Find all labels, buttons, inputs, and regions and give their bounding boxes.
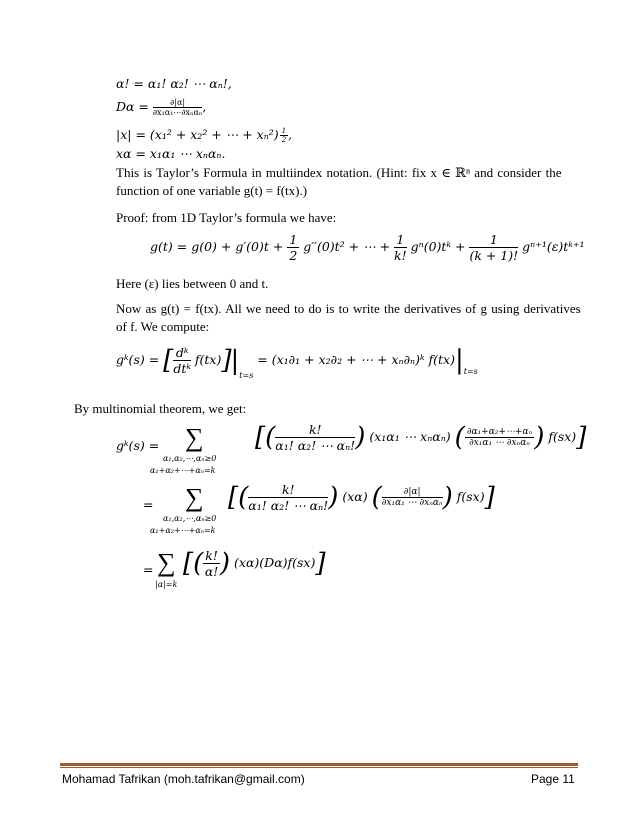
m2-paren-close2-icon: ) <box>442 482 453 513</box>
m3-sub: |α|=k <box>155 580 178 589</box>
m1-xpow: (x₁α₁ ⋯ xₙαₙ) <box>369 429 451 444</box>
sum-icon: ∑ <box>185 423 204 452</box>
m1-paren-close2-icon: ) <box>534 422 545 453</box>
gk-lhs: gᵏ(s) = <box>116 352 160 367</box>
abs-x-def: |x| = (x₁² + x₂² + ⋯ + xₙ²) $\frac{1}{2}$ , <box>116 127 293 144</box>
evaluation-bar-icon: | <box>230 345 240 376</box>
abs-x-exp-den: 2 <box>281 136 287 144</box>
m1-paren-open-icon: ( <box>454 422 465 453</box>
m3-frac-den: α! <box>204 564 219 579</box>
m1-sub2: α₁+α₂+⋯+αₙ=k <box>150 466 216 475</box>
taylor-hint-line2: function of one variable g(t) = f(tx).) <box>116 183 308 198</box>
m2-f: f(sx) <box>456 489 485 504</box>
taylor-frac1-num: 1 <box>289 232 298 247</box>
here-text: Here (ε) lies between 0 and t. <box>116 276 269 291</box>
d-alpha-num: ∂|α| <box>153 98 202 108</box>
m1-right-bracket-icon: ] <box>576 422 587 453</box>
m1-left-bracket-icon: [( <box>255 422 276 453</box>
d-alpha-lhs: Dα = <box>116 99 149 114</box>
footer-rule-thin <box>60 767 578 768</box>
taylor-mid: g′′(0)t² + ⋯ + <box>303 239 391 254</box>
m3-right-bracket-icon: ] <box>315 548 326 579</box>
right-bracket-icon: ] <box>221 345 232 376</box>
m1-dden: ∂x₁α₁ ⋯ ∂xₙαₙ <box>469 438 530 448</box>
sum-icon-2: ∑ <box>185 483 204 512</box>
m2-sub2: α₁+α₂+⋯+αₙ=k <box>150 526 216 535</box>
nowas-line1: Now as g(t) = f(tx). All we need to do is to write the derivatives of g using derivatives <box>116 301 581 316</box>
nowas-line2: of f. We compute: <box>116 319 210 334</box>
m2-dnum: ∂|α| <box>382 487 443 498</box>
taylor-mid2: gⁿ(0)tᵏ + <box>410 239 466 254</box>
footer-author: Mohamad Tafrikan (moh.tafrikan@gmail.com) <box>62 772 305 786</box>
evaluation-bar-icon-2: | <box>454 345 464 376</box>
taylor-frac3-den: (k + 1)! <box>469 248 519 263</box>
m2-frac-num: k! <box>248 482 328 498</box>
m2-paren-open-icon: ( <box>371 482 382 513</box>
gk-frac-num: dᵏ <box>173 345 191 361</box>
taylor-frac1-den: 2 <box>289 248 298 263</box>
gk-frac-den: dtᵏ <box>173 361 191 376</box>
m2-left-bracket-icon: [( <box>228 482 249 513</box>
gk-rhs: = (x₁∂₁ + x₂∂₂ + ⋯ + xₙ∂ₙ)ᵏ f(tx) <box>257 352 455 367</box>
taylor-end: gⁿ⁺¹(ε)tᵏ⁺¹ <box>522 239 585 254</box>
m1-dnum: ∂α₁+α₂+⋯+αₙ <box>466 427 533 437</box>
m3-rest: (xα)(Dα)f(sx) <box>234 555 316 570</box>
abs-x-expr: |x| = (x₁² + x₂² + ⋯ + xₙ²) <box>116 127 279 142</box>
m3-body <box>183 548 326 579</box>
sum-icon-3: ∑ <box>157 548 176 577</box>
m2-dden: ∂x₁α₁ ⋯ ∂xₙαₙ <box>381 498 443 508</box>
m2-body <box>228 482 495 513</box>
footer-page-number: Page 11 <box>531 772 575 786</box>
m1-frac-num: k! <box>275 422 355 438</box>
m1-paren-close-icon: ) <box>355 422 366 453</box>
m3-eq: = <box>143 562 154 577</box>
taylor-hint-line1: This is Taylor’s Formula in multiindex notation. (Hint: fix x ∈ ℝⁿ and consider the <box>116 165 562 180</box>
m3-paren-close-icon: ) <box>219 548 231 579</box>
m2-eq: = <box>143 497 154 512</box>
proof-text: Proof: from 1D Taylor’s formula we have: <box>116 210 337 225</box>
m3-left-bracket-icon: [( <box>183 548 204 579</box>
m2-sub1: α₁,α₂,⋯,αₙ≥0 <box>163 514 217 523</box>
m1-body <box>255 422 586 453</box>
left-bracket-icon: [ <box>163 345 174 376</box>
footer-rule <box>60 763 578 766</box>
m3-frac-num: k! <box>205 548 218 563</box>
x-alpha-def: xα = x₁α₁ ⋯ xₙαₙ. <box>116 146 226 161</box>
m2-frac-den: α₁! α₂! ⋯ αₙ! <box>248 498 329 513</box>
m1-frac-den: α₁! α₂! ⋯ αₙ! <box>275 438 356 453</box>
taylor-frac2-num: 1 <box>394 232 407 248</box>
multinomial-text: By multinomial theorem, we get: <box>74 401 247 416</box>
taylor-equation <box>150 232 585 263</box>
taylor-frac3-num: 1 <box>469 232 518 248</box>
gk-sub2: t=s <box>463 367 478 376</box>
m2-xalpha: (xα) <box>342 489 368 504</box>
alpha-factorial-def: α! = α₁! α₂! ⋯ αₙ!, <box>116 76 232 91</box>
d-alpha-def: Dα = $\frac{\partial|\alpha|}{\text{∂x₁α₁⋯∂xₙαₙ}}$ , <box>116 98 207 117</box>
m2-paren-close-icon: ) <box>328 482 339 513</box>
gk-f: f(tx) <box>194 352 222 367</box>
abs-x-exp-num: 1 <box>281 127 287 135</box>
gk-sub: t=s <box>239 371 254 380</box>
taylor-frac2-den: k! <box>394 248 407 263</box>
m1-sub1: α₁,α₂,⋯,αₙ≥0 <box>163 454 217 463</box>
m2-right-bracket-icon: ] <box>484 482 495 513</box>
d-alpha-den: ∂x₁α₁⋯∂xₙαₙ <box>152 108 203 117</box>
m1-f: f(sx) <box>548 429 577 444</box>
m1-lhs: gᵏ(s) = <box>116 438 160 453</box>
gk-equation <box>116 345 478 380</box>
taylor-lhs: g(t) = g(0) + g′(0)t + <box>150 239 284 254</box>
